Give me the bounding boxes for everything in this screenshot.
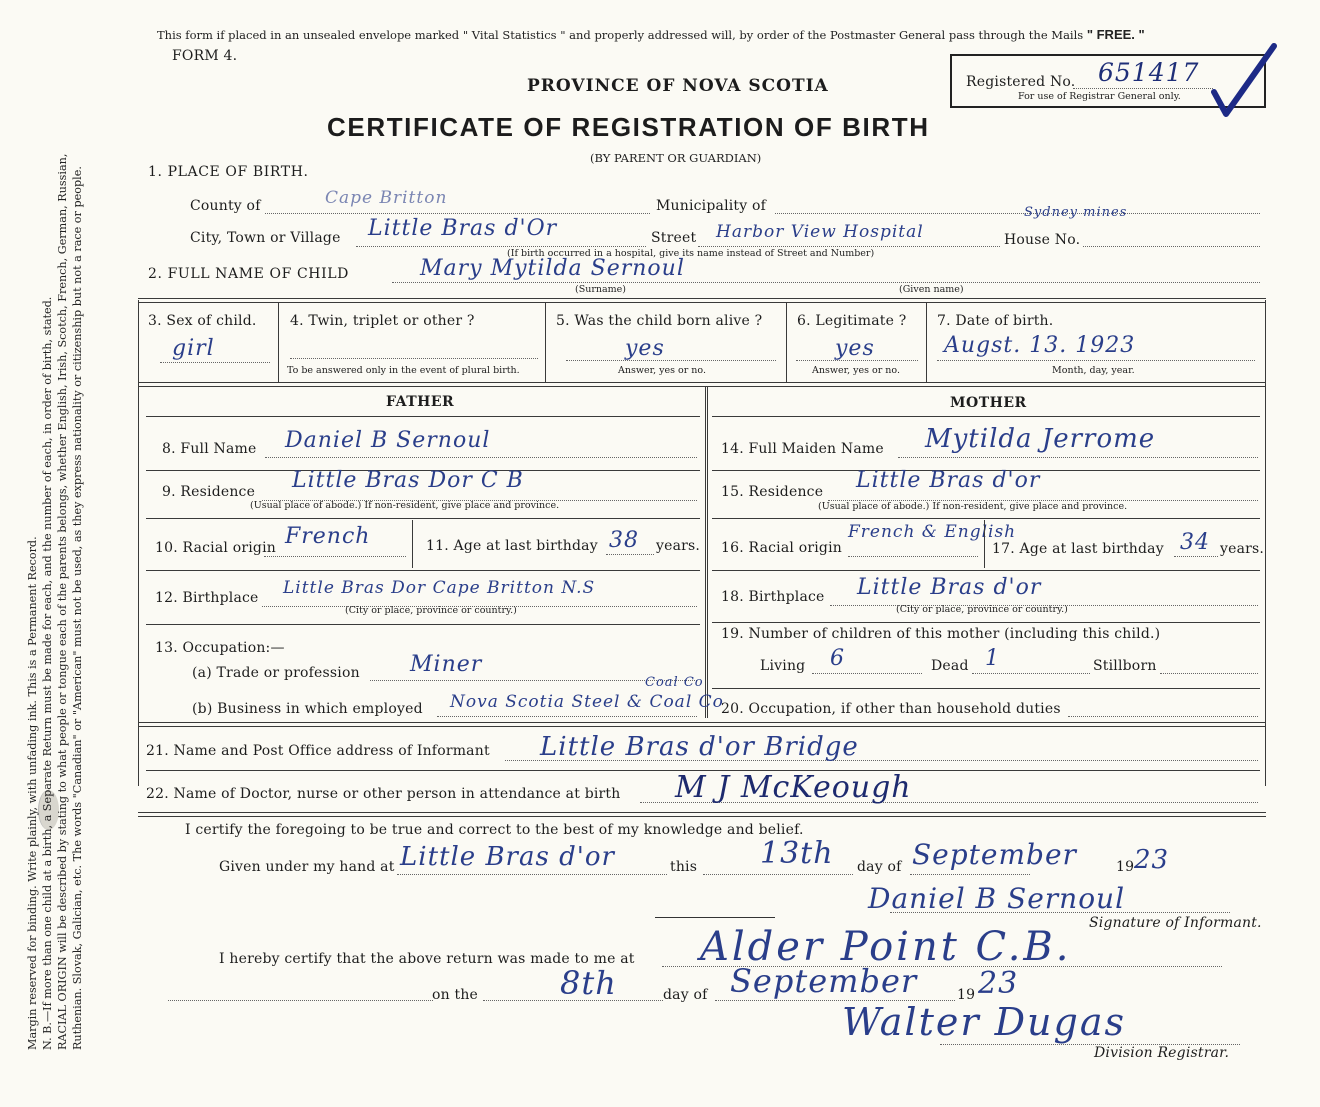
given-name-note: (Given name) bbox=[899, 284, 964, 295]
postal-notice: This form if placed in an unsealed envelope marked " Vital Statistics " and properly addressed will, by order of the Postmaster General pass through the Mails " FREE. " bbox=[157, 27, 1145, 42]
legitimate-label: 6. Legitimate ? bbox=[797, 313, 907, 329]
alive-label: 5. Was the child born alive ? bbox=[556, 313, 763, 329]
registrar-signature: Walter Dugas bbox=[842, 1000, 1126, 1044]
city-value: Little Bras d'Or bbox=[368, 216, 558, 241]
father-business-label: (b) Business in which employed bbox=[192, 701, 423, 717]
mother-occupation-label: 20. Occupation, if other than household duties bbox=[721, 701, 1061, 717]
mother-birthplace-value: Little Bras d'or bbox=[857, 575, 1042, 600]
registrar-use-note: For use of Registrar General only. bbox=[1018, 91, 1181, 102]
certify-year-prefix: 19 bbox=[1116, 859, 1135, 875]
given-under-label: Given under my hand at bbox=[219, 859, 395, 875]
dead-value: 1 bbox=[985, 646, 1000, 671]
house-label: House No. bbox=[1004, 232, 1081, 248]
this-label: this bbox=[670, 859, 698, 875]
informant-signature: Daniel B Sernoul bbox=[868, 882, 1126, 915]
father-name-value: Daniel B Sernoul bbox=[285, 428, 491, 453]
certify-day-of-label: day of bbox=[857, 859, 902, 875]
certify-day-value: 13th bbox=[760, 836, 834, 871]
place-of-birth-heading: 1. PLACE OF BIRTH. bbox=[148, 164, 309, 180]
mother-residence-value: Little Bras d'or bbox=[856, 468, 1041, 493]
stillborn-label: Stillborn bbox=[1093, 658, 1157, 674]
registrar-day-value: 8th bbox=[560, 964, 617, 1002]
division-registrar-label: Division Registrar. bbox=[1094, 1045, 1230, 1061]
registrar-month-value: September bbox=[730, 962, 918, 1000]
certify-month-value: September bbox=[912, 838, 1077, 871]
informant-signature-label: Signature of Informant. bbox=[1089, 915, 1262, 931]
city-label: City, Town or Village bbox=[190, 230, 341, 246]
sex-value: girl bbox=[172, 336, 215, 361]
father-age-value: 38 bbox=[609, 528, 639, 553]
surname-note: (Surname) bbox=[575, 284, 626, 295]
registered-number: 651417 bbox=[1098, 58, 1200, 87]
father-residence-label: 9. Residence bbox=[162, 484, 256, 500]
twin-label: 4. Twin, triplet or other ? bbox=[290, 313, 475, 329]
father-business-extra: Coal Co bbox=[645, 675, 704, 690]
father-birthplace-value: Little Bras Dor Cape Britton N.S bbox=[283, 578, 596, 598]
registered-label: Registered No. bbox=[966, 74, 1076, 90]
street-label: Street bbox=[651, 230, 697, 246]
mother-birthplace-label: 18. Birthplace bbox=[721, 589, 825, 605]
father-business-value: Nova Scotia Steel & Coal Co bbox=[450, 692, 724, 712]
dob-label: 7. Date of birth. bbox=[937, 313, 1054, 329]
father-residence-note: (Usual place of abode.) If non-resident, give place and province. bbox=[250, 500, 560, 511]
given-place-value: Little Bras d'or bbox=[400, 842, 615, 872]
father-residence-value: Little Bras Dor C B bbox=[292, 468, 524, 493]
mother-residence-label: 15. Residence bbox=[721, 484, 824, 500]
father-racial-value: French bbox=[285, 524, 371, 549]
certify-statement: I certify the foregoing to be true and correct to the best of my knowledge and belief. bbox=[185, 822, 804, 838]
informant-label: 21. Name and Post Office address of Informant bbox=[146, 743, 490, 759]
mother-age-label: 17. Age at last birthday bbox=[992, 541, 1164, 557]
father-occupation-label: 13. Occupation:— bbox=[155, 640, 285, 656]
mother-residence-note: (Usual place of abode.) If non-resident, give place and province. bbox=[818, 501, 1128, 512]
certificate-title: CERTIFICATE OF REGISTRATION OF BIRTH bbox=[327, 112, 930, 142]
father-name-label: 8. Full Name bbox=[162, 441, 257, 457]
hospital-note: (If birth occurred in a hospital, give its name instead of Street and Number) bbox=[507, 248, 875, 259]
legitimate-note: Answer, yes or no. bbox=[812, 365, 901, 376]
informant-value: Little Bras d'or Bridge bbox=[540, 732, 859, 762]
mother-heading: MOTHER bbox=[950, 395, 1027, 411]
margin-line-2: N. B.—If more than one child at a birth, a Separate Return must be made for each, and the number of each, in order of birth, stated. bbox=[41, 296, 54, 1050]
mother-years-label: years. bbox=[1220, 541, 1265, 557]
dob-note: Month, day, year. bbox=[1052, 365, 1135, 376]
certificate-subtitle: (BY PARENT OR GUARDIAN) bbox=[590, 151, 762, 165]
sex-label: 3. Sex of child. bbox=[148, 313, 257, 329]
father-years-label: years. bbox=[656, 538, 701, 554]
dob-value: Augst. 13. 1923 bbox=[944, 333, 1136, 358]
mother-birthplace-note: (City or place, province or country.) bbox=[896, 604, 1068, 615]
house-value: Sydney mines bbox=[1024, 205, 1128, 220]
municipality-label: Municipality of bbox=[656, 198, 767, 214]
mother-name-label: 14. Full Maiden Name bbox=[721, 441, 884, 457]
twin-note: To be answered only in the event of plural birth. bbox=[287, 365, 520, 376]
form-number: FORM 4. bbox=[172, 48, 238, 64]
street-value: Harbor View Hospital bbox=[716, 222, 924, 242]
margin-line-3: RACIAL ORIGIN will be described by stating to what people or tongue each of the parents belongs, whether English, Irish, Scotch, French, German, Russian, bbox=[56, 153, 69, 1050]
child-name-label: 2. FULL NAME OF CHILD bbox=[148, 266, 349, 282]
legitimate-value: yes bbox=[835, 336, 875, 361]
mother-children-label: 19. Number of children of this mother (including this child.) bbox=[721, 626, 1161, 642]
mother-age-value: 34 bbox=[1180, 530, 1210, 555]
living-value: 6 bbox=[830, 646, 845, 671]
registrar-year-prefix: 19 bbox=[957, 987, 976, 1003]
registrar-statement: I hereby certify that the above return was made to me at bbox=[219, 951, 635, 967]
margin-line-4: Ruthenian. Slovak, Galician, etc. The words "Canadian" or "American" must not be used, as they express nationality or citizenship but not a race or people. bbox=[71, 166, 84, 1050]
county-value: Cape Britton bbox=[325, 188, 448, 208]
registrar-day-of-label: day of bbox=[663, 987, 708, 1003]
county-label: County of bbox=[190, 198, 261, 214]
father-birthplace-label: 12. Birthplace bbox=[155, 590, 259, 606]
mother-racial-value: French & English bbox=[848, 522, 1017, 542]
registrar-place-value: Alder Point C.B. bbox=[700, 924, 1072, 970]
registrar-year-value: 23 bbox=[978, 966, 1019, 1001]
alive-note: Answer, yes or no. bbox=[618, 365, 707, 376]
doctor-value: M J McKeough bbox=[675, 770, 912, 805]
father-racial-label: 10. Racial origin bbox=[155, 540, 276, 556]
margin-line-1: Margin reserved for binding. Write plainly, with unfading ink. This is a Permanent Record. bbox=[26, 536, 39, 1050]
alive-value: yes bbox=[625, 336, 665, 361]
father-trade-value: Miner bbox=[410, 652, 483, 677]
father-heading: FATHER bbox=[386, 394, 455, 410]
father-trade-label: (a) Trade or profession bbox=[192, 665, 360, 681]
certify-year-value: 23 bbox=[1134, 845, 1170, 875]
margin-instructions bbox=[25, 50, 85, 1050]
checkmark-icon bbox=[1208, 42, 1280, 120]
child-name-value: Mary Mytilda Sernoul bbox=[420, 256, 685, 281]
province-title: PROVINCE OF NOVA SCOTIA bbox=[527, 76, 829, 96]
mother-racial-label: 16. Racial origin bbox=[721, 540, 842, 556]
living-label: Living bbox=[760, 658, 806, 674]
on-the-label: on the bbox=[432, 987, 479, 1003]
father-birthplace-note: (City or place, province or country.) bbox=[345, 605, 517, 616]
dead-label: Dead bbox=[931, 658, 969, 674]
doctor-label: 22. Name of Doctor, nurse or other person in attendance at birth bbox=[146, 786, 621, 802]
mother-name-value: Mytilda Jerrome bbox=[925, 424, 1156, 454]
father-age-label: 11. Age at last birthday bbox=[426, 538, 598, 554]
